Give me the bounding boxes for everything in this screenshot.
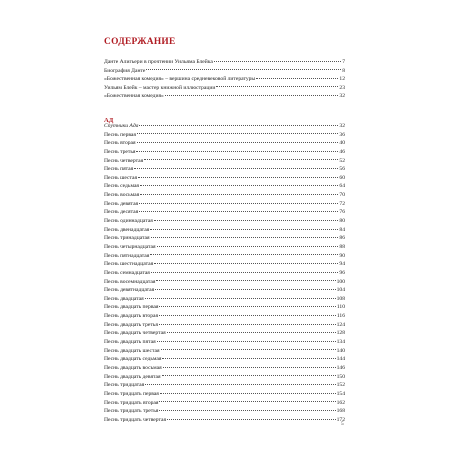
dot-leader [162,358,335,359]
toc-entry [104,157,345,166]
entry-title: Песнь восьмая [104,192,140,199]
toc-entry [104,200,345,209]
toc-entry [104,139,345,148]
entry-title: Песнь двадцать шестая [104,347,160,354]
toc-entry [104,226,345,235]
toc-entry [104,347,345,356]
dot-leader [161,349,336,350]
entry-page-number: 96 [339,269,345,276]
toc-entry [104,217,345,226]
toc-entry [104,399,345,408]
entry-page-number: 72 [339,200,345,207]
entry-title: Песнь тринадцатая [104,235,150,242]
entry-title: Песнь тридцать четвертая [104,416,167,423]
entry-title: Биография Данте [104,67,146,74]
intro-entries [104,58,345,101]
dot-leader [159,324,336,325]
toc-entry [104,208,345,217]
toc-entry [104,355,345,364]
toc-entry [104,252,345,261]
dot-leader [154,220,339,221]
toc-entry [104,373,345,382]
dot-leader [156,280,335,281]
section-title: АД [104,117,114,124]
entry-page-number: 140 [336,347,345,354]
dot-leader [155,289,335,290]
dot-leader [144,159,338,160]
toc-entry [104,182,345,191]
toc-entry [104,329,345,338]
entry-title: Песнь шестая [104,174,138,181]
entry-title: Песнь пятнадцатая [104,252,150,259]
toc-entry [104,416,345,425]
entry-title: Песнь первая [104,131,136,138]
dot-leader [137,142,339,143]
dot-leader [146,69,341,70]
toc-entry [104,295,345,304]
entry-title: Песнь двадцать вторая [104,313,159,320]
entry-page-number: 152 [336,382,345,389]
dot-leader [167,419,336,420]
entry-page-number: 76 [339,209,345,216]
entry-title: Песнь семнадцатая [104,269,150,276]
entry-page-number: 100 [336,278,345,285]
dot-leader [134,168,338,169]
entry-page-number: 134 [336,339,345,346]
entry-page-number: 64 [339,183,345,190]
dot-leader [145,298,336,299]
entry-title: Спутники Ада [104,123,139,129]
entry-title: Песнь двадцать восьмая [104,364,162,371]
dot-leader [163,367,336,368]
entry-page-number: 84 [339,226,345,233]
dot-leader [139,211,338,212]
toc-entry [104,390,345,399]
toc-entry [104,321,345,330]
entry-page-number: 162 [336,399,345,406]
entry-title: Песнь двадцать третья [104,321,158,328]
entry-page-number: 60 [339,174,345,181]
dot-leader [145,384,335,385]
entry-page-number: 172 [336,416,345,423]
toc-entry [104,165,345,174]
entry-title: Песнь девятнадцатая [104,287,155,294]
toc-entry [104,67,345,76]
entry-page-number: 146 [336,364,345,371]
entry-title: Песнь вторая [104,140,136,147]
dot-leader [140,185,338,186]
entry-page-number: 168 [336,408,345,415]
dot-leader [159,315,336,316]
toc-heading: СОДЕРЖАНИЕ [104,37,176,47]
entry-page-number: 7 [342,59,345,65]
toc-entry [104,260,345,269]
entry-title: Песнь четвертая [104,157,144,164]
entry-page-number: 32 [339,123,345,129]
entry-page-number: 8 [342,67,345,74]
toc-entry [104,278,345,287]
dot-leader [154,263,338,264]
entry-page-number: 94 [339,261,345,268]
toc-entry [104,269,345,278]
entry-title: Песнь шестнадцатая [104,261,154,268]
toc-entry [104,234,345,243]
entry-title: Песнь двадцать первая [104,304,159,311]
dot-leader [160,393,336,394]
dot-leader [138,177,338,178]
entry-title: Песнь пятая [104,166,134,173]
entry-title: Песнь четырнадцатая [104,243,156,250]
entry-page-number: 86 [339,235,345,242]
entry-title: Песнь двенадцатая [104,226,150,233]
dot-leader [139,203,338,204]
entry-page-number: 90 [339,252,345,259]
toc-entry [104,58,345,67]
entry-title: Песнь одиннадцатая [104,218,153,225]
entry-page-number: 128 [336,330,345,337]
entry-title: «Божественная комедия» [104,93,164,99]
entry-page-number: 110 [336,304,345,311]
dot-leader [167,332,336,333]
entry-page-number: 32 [339,93,345,99]
dot-leader [140,194,338,195]
dot-leader [137,133,338,134]
entry-page-number: 56 [339,166,345,173]
toc-entry [104,286,345,295]
dot-leader [136,151,338,152]
dot-leader [157,341,336,342]
entry-title: Песнь двадцать девятая [104,373,161,380]
entry-page-number: 116 [336,313,345,320]
dot-leader [256,78,338,79]
canto-entries [104,122,345,424]
toc-entry [104,364,345,373]
dot-leader [157,246,339,247]
entry-title: Песнь двадцать пятая [104,339,156,346]
entry-title: Данте Алигьери в прочтении Уильяма Блейка [104,59,213,65]
dot-leader [139,125,338,126]
dot-leader [159,410,335,411]
dot-leader [159,306,335,307]
entry-title: Песнь тридцать первая [104,390,159,397]
entry-page-number: 108 [336,295,345,302]
page-number: 5 [341,421,344,427]
entry-title: Песнь тридцатая [104,382,145,389]
entry-title: Песнь третья [104,148,136,155]
entry-title: Песнь девятая [104,200,139,207]
toc-entry [104,84,345,93]
entry-title: Песнь десятая [104,209,139,216]
entry-title: Песнь двадцать седьмая [104,356,162,363]
entry-title: Песнь двадцать четвертая [104,330,166,337]
entry-page-number: 52 [339,157,345,164]
dot-leader [151,237,339,238]
dot-leader [162,375,336,376]
toc-entry [104,174,345,183]
toc-entry [104,92,345,101]
entry-page-number: 104 [336,287,345,294]
toc-entry [104,312,345,321]
entry-title: Песнь седьмая [104,183,140,190]
entry-page-number: 154 [336,390,345,397]
entry-page-number: 124 [336,321,345,328]
toc-entry [104,75,345,84]
entry-page-number: 36 [339,131,345,138]
entry-title: Песнь восемнадцатая [104,278,156,285]
entry-page-number: 12 [339,76,345,82]
entry-page-number: 80 [339,218,345,225]
dot-leader [159,401,335,402]
entry-page-number: 144 [336,356,345,363]
dot-leader [151,272,339,273]
toc-entry [104,407,345,416]
dot-leader [150,229,338,230]
entry-page-number: 150 [336,373,345,380]
entry-page-number: 88 [339,243,345,250]
toc-entry [104,243,345,252]
entry-title: Песнь двадцатая [104,295,144,302]
entry-page-number: 46 [339,148,345,155]
entry-page-number: 23 [339,84,345,91]
toc-entry [104,191,345,200]
entry-page-number: 70 [339,192,345,199]
toc-entry [104,381,345,390]
dot-leader [214,61,341,62]
entry-page-number: 40 [339,140,345,147]
entry-title: Песнь тридцать третья [104,408,159,415]
toc-entry [104,122,345,131]
entry-title: Уильям Блейк – мастер книжной иллюстрации [104,84,216,91]
entry-title: «Божественная комедия» – вершина средневековой литературы [104,76,256,82]
entry-title: Песнь тридцать вторая [104,399,159,406]
dot-leader [150,254,338,255]
toc-entry [104,148,345,157]
toc-entry [104,131,345,140]
toc-entry [104,338,345,347]
dot-leader [165,95,339,96]
dot-leader [216,86,338,87]
toc-entry [104,303,345,312]
